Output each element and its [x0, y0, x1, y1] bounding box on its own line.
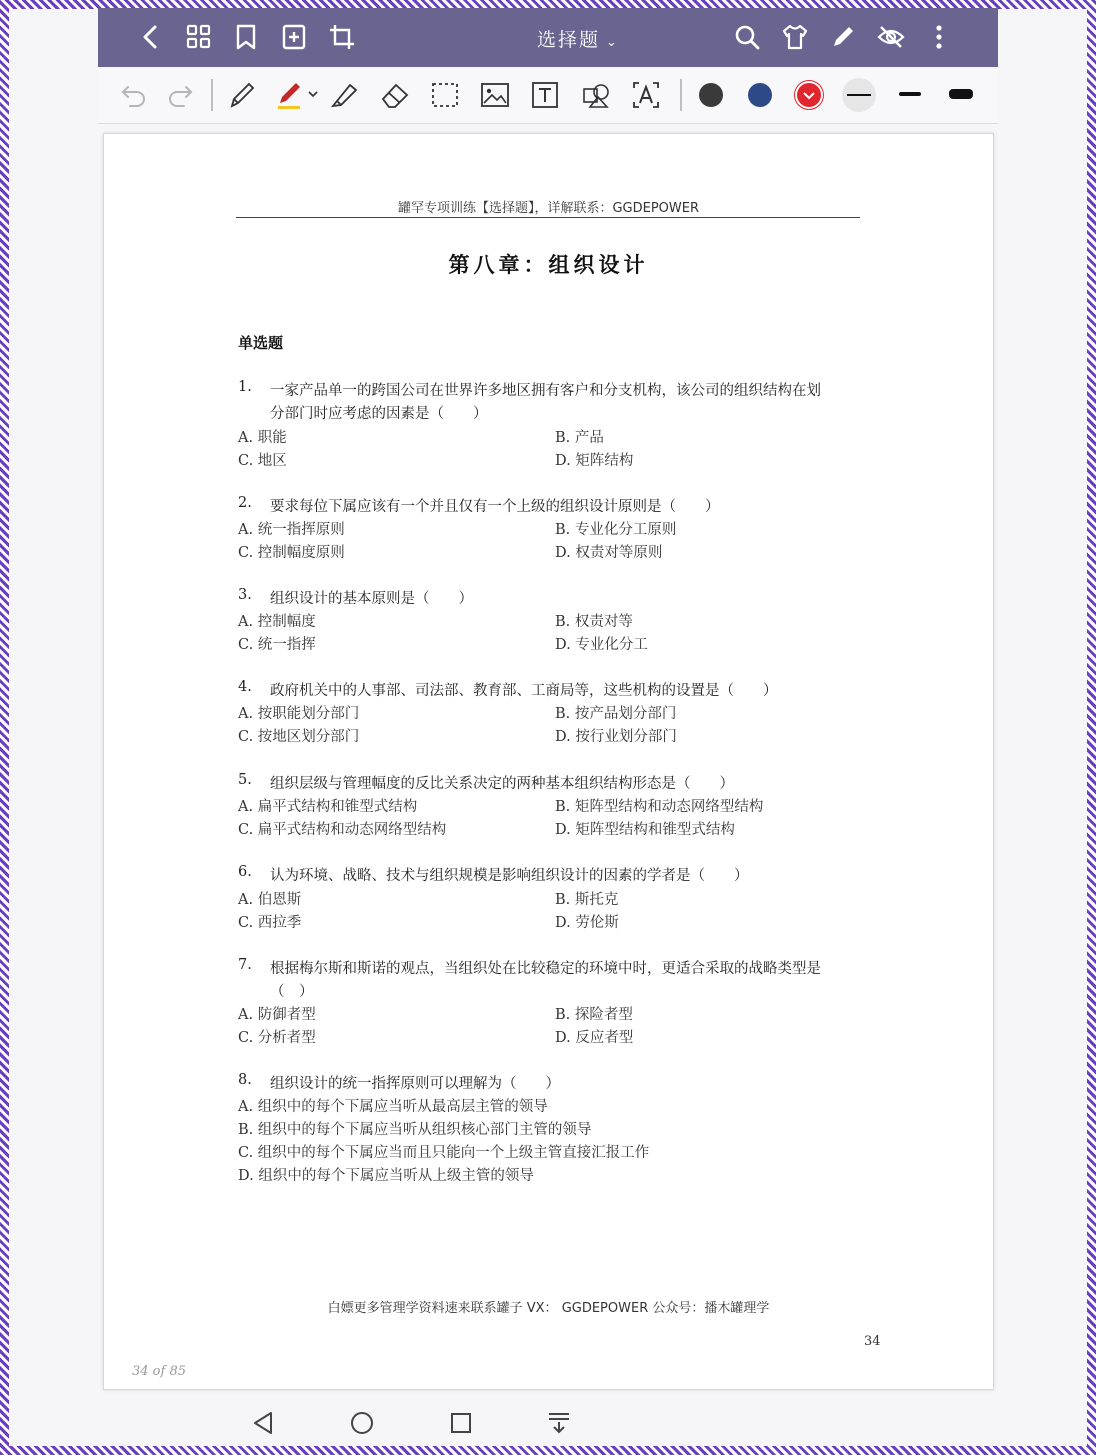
stroke-thin-option-selected[interactable] — [842, 78, 876, 112]
color-red-swatch-selected[interactable] — [797, 83, 821, 107]
option-c: C. 按地区划分部门 — [238, 729, 360, 745]
page-header-text: 罐罕专项训练【选择题】，详解联系：GGDEPOWER — [397, 201, 700, 216]
text-box-icon[interactable] — [529, 79, 561, 111]
option-c: C. 分析者型 — [238, 1030, 316, 1046]
section-title: 单选题 — [238, 334, 284, 352]
checkmark-icon — [797, 83, 821, 107]
chevron-down-icon: ⌄ — [606, 35, 619, 50]
document-title: 选择题 — [537, 29, 601, 51]
option-b: B. 产品 — [555, 430, 604, 446]
question-number: 1. — [238, 379, 252, 395]
nav-menu-icon[interactable] — [544, 1408, 574, 1438]
option-b: B. 权责对等 — [555, 614, 633, 630]
question-text: 组织层级与管理幅度的反比关系决定的两种基本组织结构形态是（ ） — [270, 776, 734, 792]
document-title-dropdown[interactable] — [478, 25, 678, 52]
highlighter-pen-icon[interactable] — [276, 79, 322, 111]
question-number: 8. — [238, 1072, 252, 1088]
option-c: C. 组织中的每个下属应当而且只能向一个上级主管直接汇报工作 — [238, 1145, 650, 1161]
question-number: 5. — [238, 772, 252, 788]
text-recognize-icon[interactable] — [630, 79, 662, 111]
nav-back-icon[interactable] — [249, 1408, 279, 1438]
grid-icon[interactable] — [184, 22, 214, 52]
option-b: B. 斯托克 — [555, 892, 619, 908]
shape-icon[interactable] — [580, 79, 612, 111]
option-a: A. 扁平式结构和锥型式结构 — [238, 799, 418, 815]
toolbar-separator — [211, 79, 213, 111]
question-number: 4. — [238, 679, 252, 695]
option-a: A. 防御者型 — [238, 1007, 316, 1023]
question-number: 7. — [238, 957, 252, 973]
question-number: 6. — [238, 864, 252, 880]
nav-home-icon[interactable] — [347, 1408, 377, 1438]
option-b: B. 专业化分工原则 — [555, 522, 677, 538]
color-blue-swatch[interactable] — [748, 83, 772, 107]
back-icon[interactable] — [136, 22, 166, 52]
top-bar — [98, 8, 998, 67]
lasso-select-icon[interactable] — [429, 79, 461, 111]
eye-off-icon[interactable] — [876, 22, 906, 52]
stroke-thick-option[interactable] — [949, 89, 973, 99]
option-a: A. 伯恩斯 — [238, 892, 302, 908]
image-icon[interactable] — [479, 79, 511, 111]
page-footer-text: 白嫖更多管理学资料速来联系罐子 VX： GGDEPOWER 公众号：播木罐理学 — [327, 1301, 770, 1316]
crop-icon[interactable] — [327, 22, 357, 52]
option-a: A. 控制幅度 — [238, 614, 316, 630]
redo-icon[interactable] — [164, 79, 196, 111]
shirt-icon[interactable] — [780, 22, 810, 52]
question-text: 政府机关中的人事部、司法部、教育部、工商局等，这些机构的设置是（ ） — [270, 683, 778, 699]
option-d: D. 组织中的每个下属应当听从上级主管的领导 — [238, 1168, 534, 1184]
page-number: 34 — [864, 1334, 881, 1349]
document-page — [103, 133, 994, 1390]
option-d: D. 矩阵结构 — [555, 453, 634, 469]
question-text: 一家产品单一的跨国公司在世界许多地区拥有客户和分支机构，该公司的组织结构在划 — [270, 383, 821, 399]
color-dark-gray-swatch[interactable] — [699, 83, 723, 107]
question-number: 2. — [238, 495, 252, 511]
stroke-medium-option[interactable] — [899, 92, 921, 96]
question-number: 3. — [238, 587, 252, 603]
option-a: A. 按职能划分部门 — [238, 706, 360, 722]
header-rule — [236, 217, 860, 218]
option-c: C. 统一指挥 — [238, 637, 316, 653]
option-c: C. 西拉季 — [238, 915, 302, 931]
option-b: B. 组织中的每个下属应当听从组织核心部门主管的领导 — [238, 1122, 592, 1138]
option-a: A. 组织中的每个下属应当听从最高层主管的领导 — [238, 1099, 548, 1115]
question-text: 要求每位下属应该有一个并且仅有一个上级的组织设计原则是（ ） — [270, 499, 720, 515]
chapter-title: 第八章：组织设计 — [448, 252, 649, 277]
more-icon[interactable] — [924, 22, 954, 52]
undo-icon[interactable] — [118, 79, 150, 111]
option-d: D. 按行业划分部门 — [555, 729, 677, 745]
page-indicator: 34 of 85 — [132, 1364, 186, 1379]
system-navigation-bar — [98, 1400, 998, 1446]
question-text: 组织设计的基本原则是（ ） — [270, 591, 473, 607]
pen-icon[interactable] — [828, 22, 858, 52]
question-text: （ ） — [270, 984, 314, 1000]
question-text: 根据梅尔斯和斯诺的观点，当组织处在比较稳定的环境中时，更适合采取的战略类型是 — [270, 961, 821, 977]
pencil-icon[interactable] — [226, 79, 258, 111]
marker-icon[interactable] — [328, 79, 360, 111]
question-text: 分部门时应考虑的因素是（ ） — [270, 406, 488, 422]
option-a: A. 职能 — [238, 430, 287, 446]
option-c: C. 控制幅度原则 — [238, 545, 345, 561]
option-d: D. 矩阵型结构和锥型式结构 — [555, 822, 735, 838]
nav-recents-icon[interactable] — [446, 1408, 476, 1438]
toolbar-separator — [680, 79, 682, 111]
question-text: 认为环境、战略、技术与组织规模是影响组织设计的因素的学者是（ ） — [270, 868, 749, 884]
option-d: D. 专业化分工 — [555, 637, 648, 653]
option-d: D. 反应者型 — [555, 1030, 634, 1046]
option-d: D. 权责对等原则 — [555, 545, 663, 561]
option-b: B. 按产品划分部门 — [555, 706, 677, 722]
option-d: D. 劳伦斯 — [555, 915, 619, 931]
option-b: B. 探险者型 — [555, 1007, 633, 1023]
option-c: C. 地区 — [238, 453, 287, 469]
option-b: B. 矩阵型结构和动态网络型结构 — [555, 799, 764, 815]
add-page-icon[interactable] — [279, 22, 309, 52]
bookmark-icon[interactable] — [231, 22, 261, 52]
question-text: 组织设计的统一指挥原则可以理解为（ ） — [270, 1076, 560, 1092]
eraser-icon[interactable] — [379, 79, 411, 111]
option-c: C. 扁平式结构和动态网络型结构 — [238, 822, 447, 838]
search-icon[interactable] — [732, 22, 762, 52]
option-a: A. 统一指挥原则 — [238, 522, 345, 538]
